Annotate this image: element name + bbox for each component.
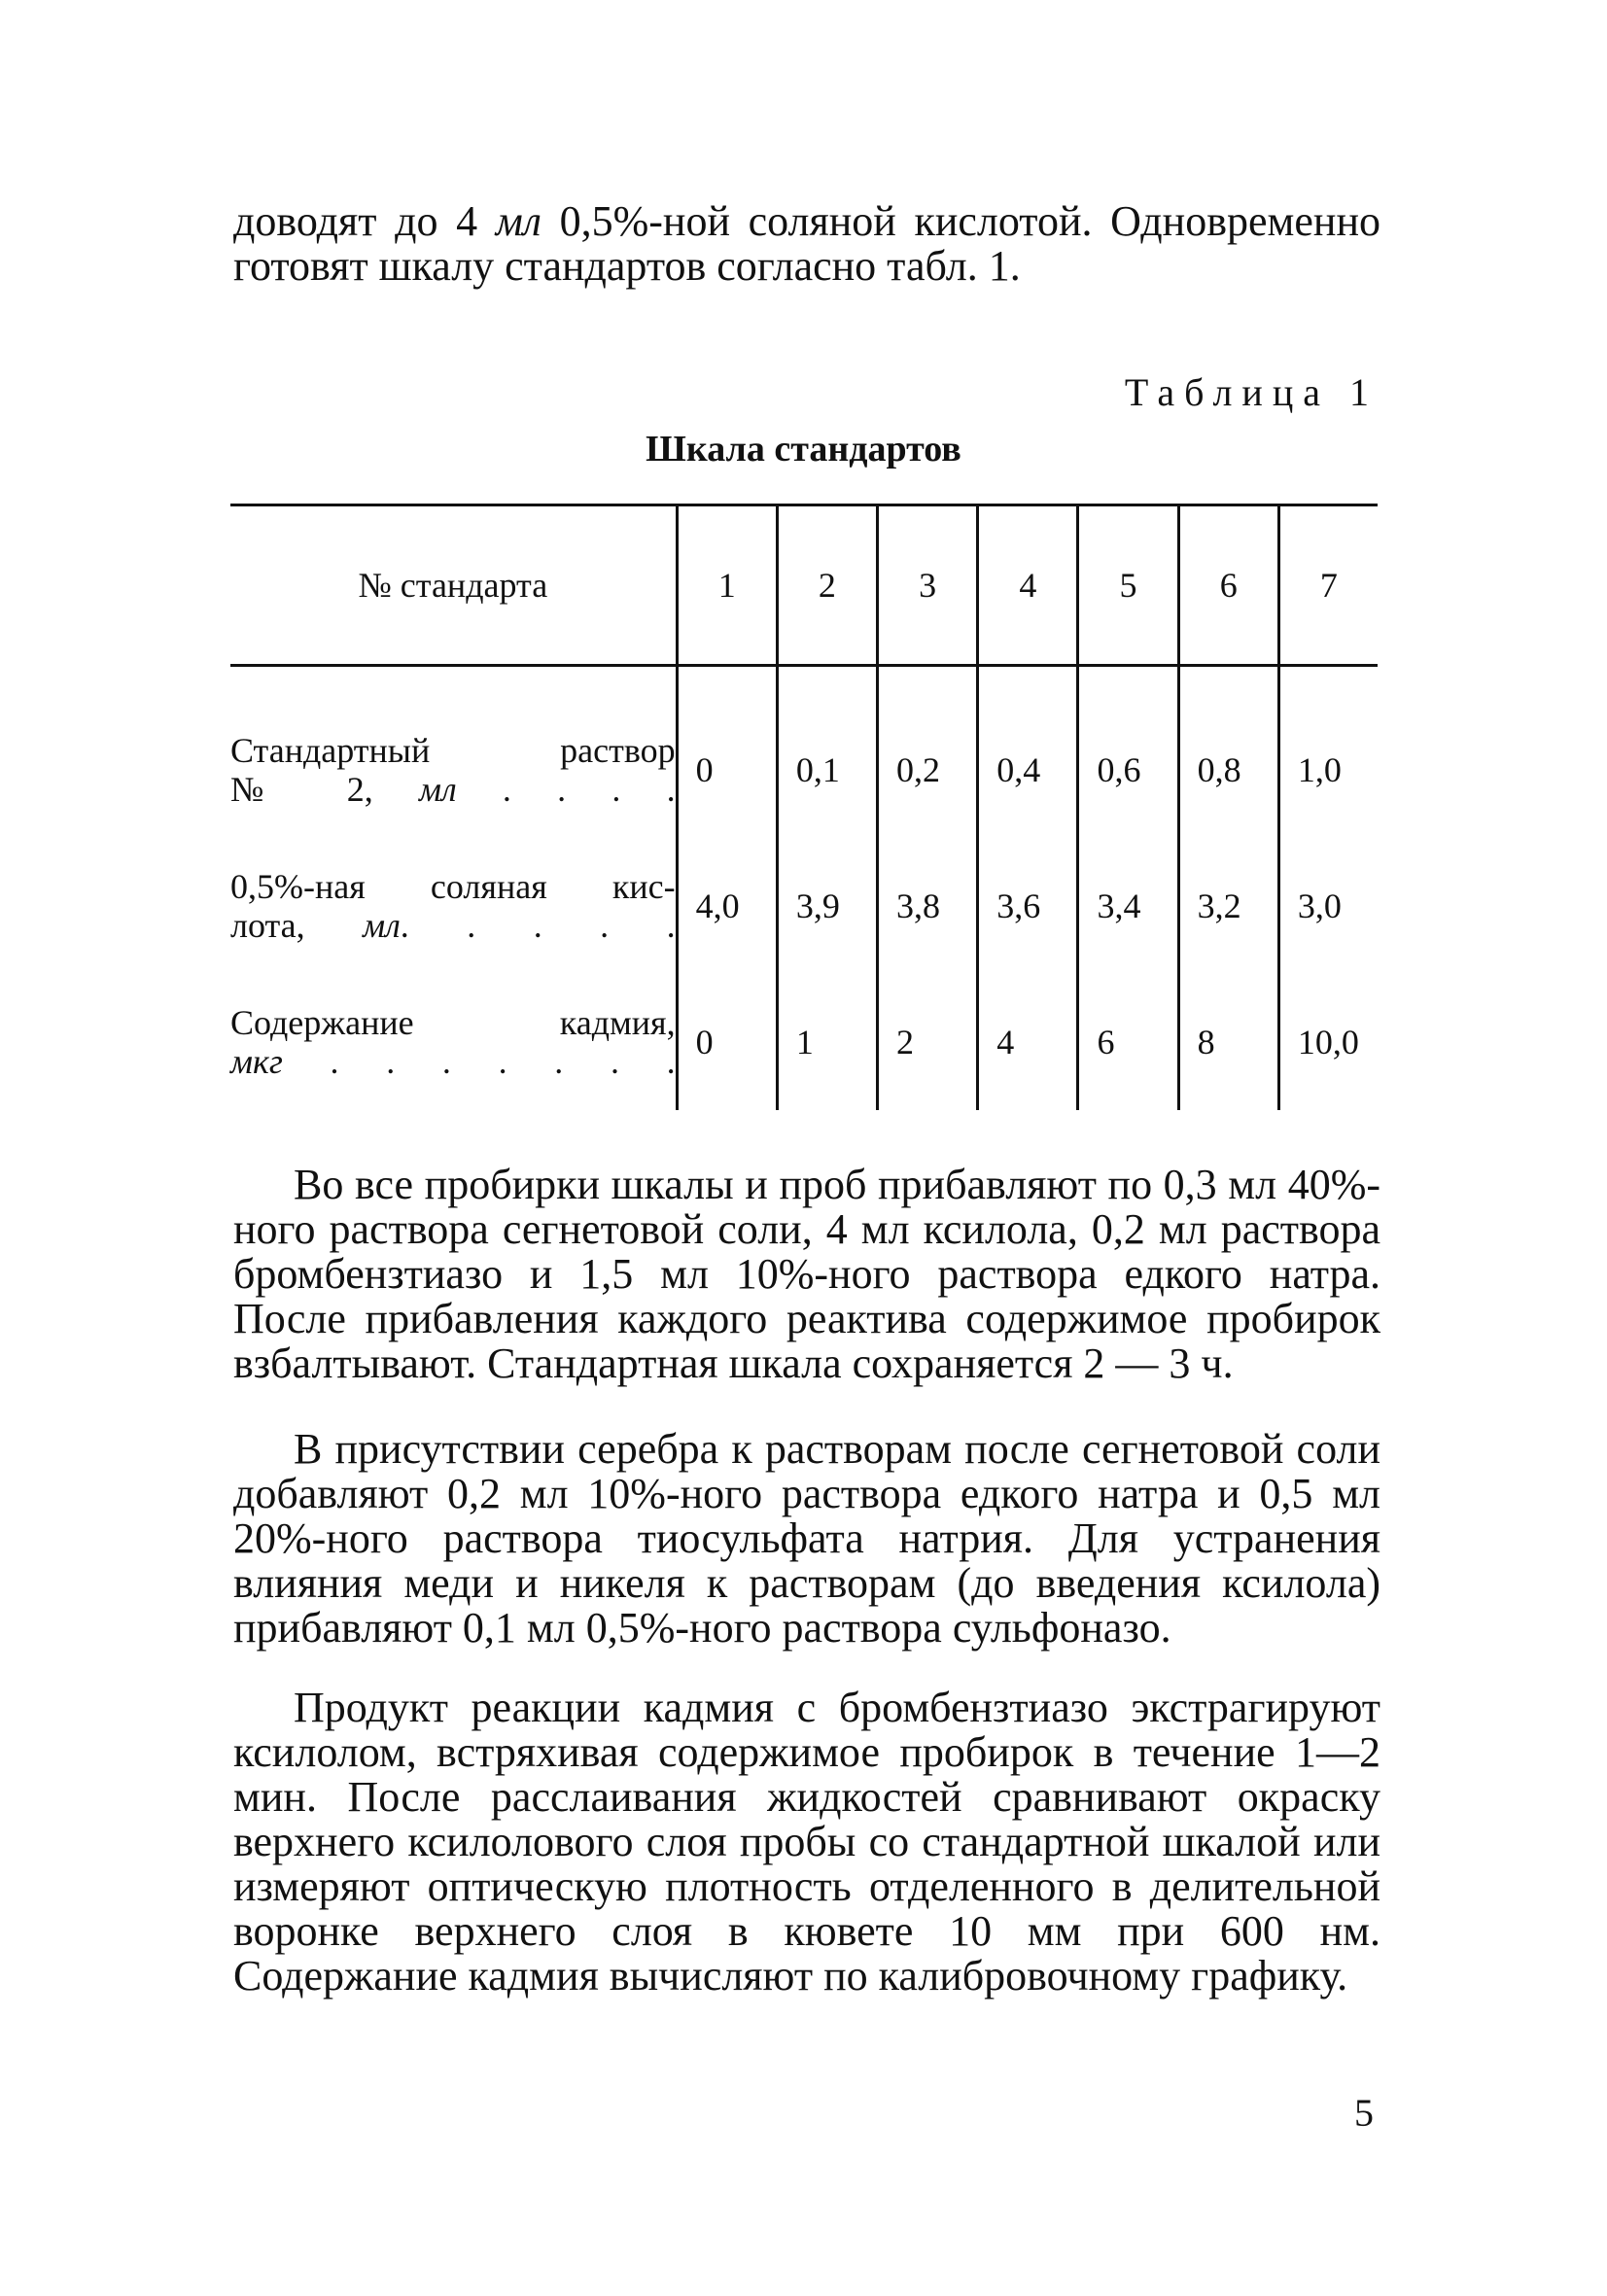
table-title: Шкала стандартов xyxy=(646,429,961,470)
row-label-hydrochloric-acid xyxy=(230,838,677,974)
table-cell: 3,4 xyxy=(1078,838,1178,974)
header-col-2: 2 xyxy=(777,505,877,666)
header-col-1: 1 xyxy=(677,505,777,666)
table-cell: 0 xyxy=(677,666,777,839)
table-row xyxy=(230,666,1378,839)
paragraph-extraction: Продукт реакции кадмия с бромбензтиазо экстрагируют ксилолом, встряхивая содержимое пробирок в течение 1—2 мин. После расслаивания жидкостей сравнивают окраску верхнего ксилолового слоя пробы со стандартной шкалой или измеряют оптическую плотность отделенного в делительной воронке верхнего слоя в кювете 10 мм при 600 нм. Содержание кадмия вычисляют по калибровочному графику. xyxy=(233,1684,1380,2000)
header-standard-number: № стандарта xyxy=(230,505,677,666)
table-row xyxy=(230,838,1378,974)
table-cell: 3,2 xyxy=(1178,838,1278,974)
row-label-line1: Стандартный раствор xyxy=(230,731,676,770)
row-label-line2: № 2, мл . . . . xyxy=(230,770,676,809)
header-col-7: 7 xyxy=(1278,505,1378,666)
table-cell: 8 xyxy=(1178,974,1278,1110)
row-label-line1: 0,5%-ная соляная кис- xyxy=(230,867,676,906)
table-cell: 0,1 xyxy=(777,666,877,839)
row-label-line1: Содержание кадмия, xyxy=(230,1003,676,1042)
row-label-standard-solution xyxy=(230,666,677,839)
row-label-line2: лота, мл. . . . . xyxy=(230,906,676,945)
table-cell: 1,0 xyxy=(1278,666,1378,839)
table-cell: 10,0 xyxy=(1278,974,1378,1110)
header-col-4: 4 xyxy=(978,505,1078,666)
paragraph-silver: В присутствии серебра к растворам после сегнетовой соли добавляют 0,2 мл 10%-ного раствора едкого натра и 0,5 мл 20%-ного раствора тиосульфата натрия. Для устранения влияния меди и никеля к растворам (до введения ксилола) прибавляют 0,1 мл 0,5%-ного раствора сульфоназо. xyxy=(233,1425,1380,1652)
intro-text-b: 0,5%-ной соляной кислотой. Одновременно готовят шкалу стандартов согласно табл. 1. xyxy=(233,197,1381,290)
table-cell: 3,6 xyxy=(978,838,1078,974)
table-cell: 0,6 xyxy=(1078,666,1178,839)
table-cell: 4 xyxy=(978,974,1078,1110)
table-cell: 0,4 xyxy=(978,666,1078,839)
intro-text-a: доводят до 4 xyxy=(233,197,496,245)
header-col-5: 5 xyxy=(1078,505,1178,666)
table-cell: 1 xyxy=(777,974,877,1110)
table-cell: 3,8 xyxy=(878,838,978,974)
table-cell: 4,0 xyxy=(677,838,777,974)
table-cell: 2 xyxy=(878,974,978,1110)
intro-unit: мл xyxy=(495,197,541,245)
table-cell: 0,8 xyxy=(1178,666,1278,839)
page-number: 5 xyxy=(1354,2091,1374,2135)
intro-paragraph xyxy=(233,199,1380,289)
table-row xyxy=(230,974,1378,1110)
table-cell: 0 xyxy=(677,974,777,1110)
table-cell: 3,9 xyxy=(777,838,877,974)
row-label-line2: мкг . . . . . . . xyxy=(230,1042,676,1081)
table-label: Таблица 1 xyxy=(1124,370,1379,414)
header-col-3: 3 xyxy=(878,505,978,666)
paragraph-reagents: Во все пробирки шкалы и проб прибавляют по 0,3 мл 40%-ного раствора сегнетовой соли, 4 мл ксилола, 0,2 мл раствора бромбензтиазо и 1,5 мл 10%-ного раствора едкого натра. После прибавления каждого реактива содержимое пробирок взбалтывают. Стандартная шкала сохраняется 2 — 3 ч. xyxy=(233,1161,1380,1387)
row-label-cadmium-content xyxy=(230,974,677,1110)
table-header-row xyxy=(230,505,1378,666)
table-cell: 6 xyxy=(1078,974,1178,1110)
table-cell: 3,0 xyxy=(1278,838,1378,974)
table-cell: 0,2 xyxy=(878,666,978,839)
standards-table xyxy=(230,504,1378,1110)
header-col-6: 6 xyxy=(1178,505,1278,666)
